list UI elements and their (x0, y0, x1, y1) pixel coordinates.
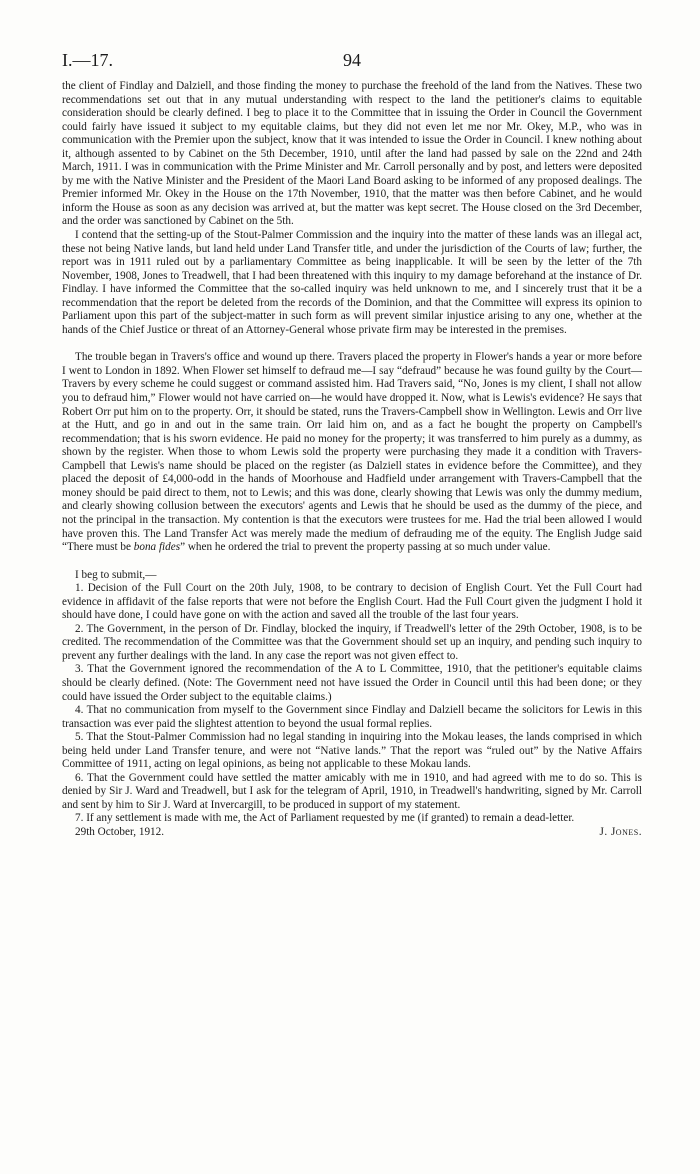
paragraph-commission: I contend that the setting-up of the Stout-Palmer Commission and the inquiry into the matter of these lands was an illegal act, these not being Native lands, but land held under Land Transfer title, and under the jurisdiction of the Courts of law; further, the report was in 1911 ruled out by a parliamentary Committee as being inapplicable. It will be seen by the letter of the 7th November, 1908, Jones to Treadwell, that I had been threatened with this inquiry to my damage beforehand at the instance of Dr. Findlay. I have informed the Committee that the so-called inquiry was held unknown to me, and I sincerely trust that it be a recommendation that the report be deleted from the records of the Dominion, and that the Committee will express its opinion to Parliament upon this part of the subject-matter in such form as will prevent similar injustice arising to any one, whether at the hands of the Chief Justice or threat of an Attorney-General whose private firm may be interested in the premises. (62, 229, 642, 336)
submissions-intro: I beg to submit,— (75, 568, 157, 581)
page-header (62, 50, 642, 74)
submission-item: 2. The Government, in the person of Dr. Findlay, blocked the inquiry, if Treadwell's letter of the 29th October, 1908, is to be credited. The recommendation of the Committee was that the Government should set up an inquiry, and pending such inquiry to prevent any further dealings with the land. In any case the report was not given effect to. (62, 622, 642, 662)
document-footer (62, 826, 642, 840)
submission-item: 7. If any settlement is made with me, the Act of Parliament requested by me (if granted) to remain a dead-letter. (75, 812, 575, 825)
document-reference: I.—17. (62, 50, 113, 70)
paragraph-travers-text: The trouble began in Travers's office and wound up there. Travers placed the property in Flower's hands a year or more before I went to London in 1892. When Flower set himself to defraud me—I say “defraud” because he was found guilty by the Court—Travers by every scheme he could suggest or command assisted him. Had Travers said, “No, Jones is my client, I shall not allow you to defraud him,” Flower would not have carried on—he would have dropped it. Now, what is Lewis's evidence? He says that Robert Orr put him on to the property. Orr, it should be stated, runs the Travers-Campbell show in Wellington. Lewis and Orr live at the Hutt, and go in and out in the same train. Orr laid him on, and as a fact he bought the property on Campbell's recommendation; that is his sworn evidence. He paid no money for the property; it was transferred to him purely as a dummy, as shown by the register. When those to whom Lewis sold the property were purchasing they made it a condition with Travers-Campbell that Lewis's name should be placed on the register (as Dalziell states in evidence before the Committee), and they placed the deposit of £4,000-odd in the hands of Moorhouse and Hadfield under arrangement with Travers-Campbell that the money should be paid direct to them, not to Lewis; and this was done, clearly showing that Lewis was only the dummy medium, and clearly showing collusion between the executors' agents and Lewis that he should be used as the dummy of the piece, and not the principal in the transaction. My contention is that the executors were trustees for me. Had the trial been allowed I would have proven this. The Land Transfer Act was merely made the medium of defrauding me of the equity. The English Judge said “There must be (62, 351, 642, 554)
submission-item: 5. That the Stout-Palmer Commission had no legal standing in inquiring into the Mokau leases, the lands comprised in which being held under Land Transfer tenure, and were not “Native lands.” That the report was “ruled out” by the Native Affairs Committee of 1911, acting on legal opinions, as being not applicable to these Mokau lands. (62, 731, 642, 771)
document-date: 29th October, 1912. (75, 825, 165, 838)
italic-phrase: bona fides (133, 541, 181, 554)
submission-item: 1. Decision of the Full Court on the 20th July, 1908, to be contrary to decision of English Court. Yet the Full Court had evidence in affidavit of the false reports that were not before the English Court. Had the Full Court given the judgment I hold it should have done, I could have gone on with the action and saved all the trouble of the last four years. (62, 582, 642, 622)
paragraph-travers-end: ” when he ordered the trial to prevent the property passing at so much under value. (180, 541, 551, 554)
submission-item: 4. That no communication from myself to the Government since Findlay and Dalziell became the solicitors for Lewis in this transaction was ever paid the slightest attention to beyond the usual formal replies. (62, 704, 642, 730)
document-body (62, 80, 642, 840)
page-number: 94 (343, 50, 361, 70)
submission-item: 6. That the Government could have settled the matter amicably with me in 1910, and had agreed with me to do so. This is denied by Sir J. Ward and Treadwell, but I ask for the telegram of April, 1910, in Treadwell's handwriting, signed by Mr. Carroll and sent by him to Sir J. Ward at Invercargill, to be produced in support of my statement. (62, 771, 642, 811)
signature: J. Jones. (599, 825, 642, 838)
submission-item: 3. That the Government ignored the recommendation of the A to L Committee, 1910, that the petitioner's equitable claims should be clearly defined. (Note: The Government need not have issued the Order in Council until this had been done; or they could have issued the Order subject to the equitable claims.) (62, 663, 642, 703)
paragraph-travers (62, 351, 642, 554)
paragraph-continuation: the client of Findlay and Dalziell, and those finding the money to purchase the freehold of the land from the Natives. These two recommendations set out that in any mutual understanding with respect to the land the petitioner's claims to equitable consideration should be clearly defined. I beg to place it to the Committee that in issuing the Order in Council the Government could fairly have issued it subject to my equitable claims, but they did not even let me nor Mr. Okey, M.P., who was in communication with the Premier upon the subject, know that it was intended to issue the Order in Council. I knew nothing about it, although assented to by Cabinet on the 5th December, 1910, until after the land had passed by sale on the 22nd and 24th March, 1911. I was in communication with the Prime Minister and Mr. Carroll personally and by post, and letters were deposited by me with the Native Minister and the President of the Maori Land Board asking to be informed of any proposed dealings. The Premier informed Mr. Okey in the House on the 17th November, 1910, that the matter was then before Cabinet, and he would inform the House as soon as any decision was arrived at, but the matter was kept secret. The House closed on the 3rd December, and the order was sanctioned by Cabinet on the 5th. (62, 80, 642, 228)
